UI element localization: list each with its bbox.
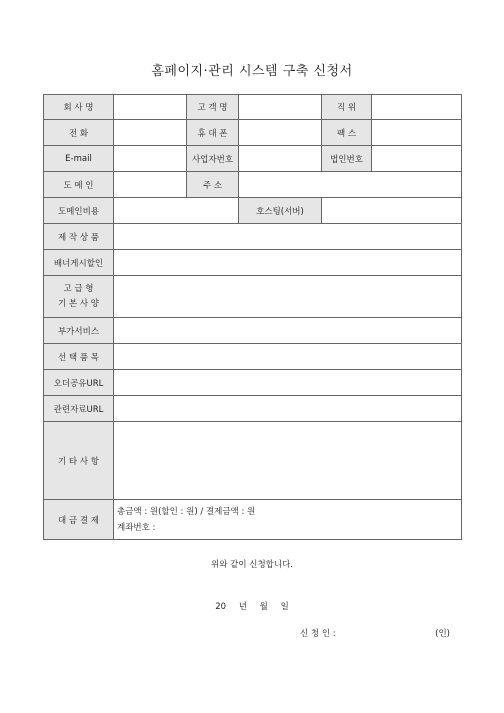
input-company[interactable] <box>114 95 187 120</box>
input-client[interactable] <box>239 95 322 120</box>
input-product[interactable] <box>114 224 462 250</box>
input-corp-no[interactable] <box>372 146 462 172</box>
label-hosting: 호스팅(서버) <box>239 198 322 224</box>
label-domain-cost: 도메인비용 <box>44 198 114 224</box>
input-hosting[interactable] <box>322 198 462 224</box>
input-selected[interactable] <box>114 344 462 370</box>
label-address: 주 소 <box>187 172 239 198</box>
label-fax: 팩 스 <box>322 120 372 146</box>
payment-details[interactable] <box>114 500 462 540</box>
label-product: 제 작 상 품 <box>44 224 114 250</box>
label-banner: 배너게시할인 <box>44 250 114 276</box>
label-etc: 기 타 사 항 <box>44 422 114 500</box>
label-position: 직 위 <box>322 95 372 120</box>
label-order-url: 오더공유URL <box>44 370 114 396</box>
input-fax[interactable] <box>372 120 462 146</box>
input-mobile[interactable] <box>239 120 322 146</box>
applicant-label: 신 청 인 : <box>300 629 336 639</box>
label-payment: 대 금 결 제 <box>44 500 114 540</box>
input-address[interactable] <box>239 172 462 198</box>
input-ref-url[interactable] <box>114 396 462 422</box>
label-selected: 선 택 품 목 <box>44 344 114 370</box>
label-mobile: 휴 대 폰 <box>187 120 239 146</box>
label-email: E-mail <box>44 146 114 172</box>
label-phone: 전 화 <box>44 120 114 146</box>
input-domain-cost[interactable] <box>114 198 239 224</box>
applicant-line <box>300 627 460 639</box>
application-table <box>43 94 462 540</box>
input-addon[interactable] <box>114 318 462 344</box>
input-email[interactable] <box>114 146 187 172</box>
label-package-line2: 기 본 사 양 <box>58 298 99 309</box>
input-position[interactable] <box>372 95 462 120</box>
input-order-url[interactable] <box>114 370 462 396</box>
label-ref-url: 관련자료URL <box>44 396 114 422</box>
label-domain: 도 메 인 <box>44 172 114 198</box>
confirm-text: 위와 같이 신청합니다. <box>210 560 293 570</box>
payment-amount-line: 총금액 : 원(할인 : 원) / 결제금액 : 원 <box>117 506 256 517</box>
date-line: 20 년 월 일 <box>215 602 289 612</box>
input-phone[interactable] <box>114 120 187 146</box>
label-biz-no: 사업자번호 <box>187 146 239 172</box>
input-etc[interactable] <box>114 422 462 500</box>
input-banner[interactable] <box>114 250 462 276</box>
label-client: 고 객 명 <box>187 95 239 120</box>
label-package <box>44 276 114 318</box>
input-biz-no[interactable] <box>239 146 322 172</box>
label-corp-no: 법인번호 <box>322 146 372 172</box>
form-title: 홈페이지·관리 시스템 구축 신청서 <box>151 64 353 79</box>
payment-account-line: 계좌번호 : <box>117 522 156 533</box>
label-package-line1: 고 급 형 <box>63 283 94 294</box>
input-domain[interactable] <box>114 172 187 198</box>
label-company: 회 사 명 <box>44 95 114 120</box>
input-package[interactable] <box>114 276 462 318</box>
seal-mark[interactable]: (인) <box>435 629 450 639</box>
label-addon: 부가서비스 <box>44 318 114 344</box>
